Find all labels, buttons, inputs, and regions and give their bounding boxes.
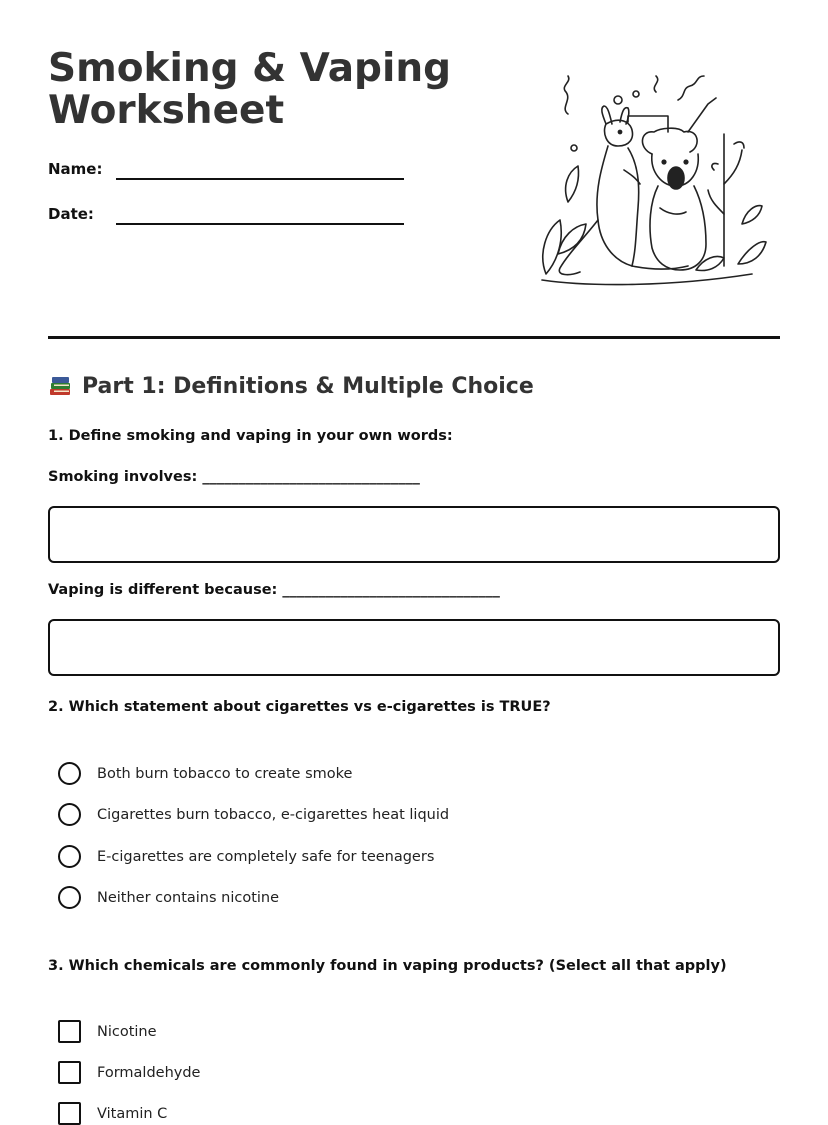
- question-2-prompt: 2. Which statement about cigarettes vs e-cigarettes is TRUE?: [48, 699, 551, 715]
- q3-option-1[interactable]: [58, 1020, 157, 1043]
- date-field[interactable]: [48, 205, 116, 223]
- books-icon: [48, 375, 74, 399]
- date-label: Date:: [48, 205, 94, 223]
- radio-button[interactable]: [58, 762, 81, 785]
- question-1-prompt: 1. Define smoking and vaping in your own words:: [48, 428, 453, 444]
- smoking-answer-box[interactable]: [48, 506, 780, 563]
- q3-option-label: Formaldehyde: [97, 1064, 201, 1081]
- checkbox[interactable]: [58, 1020, 81, 1043]
- radio-button[interactable]: [58, 803, 81, 826]
- q3-option-3[interactable]: [58, 1102, 167, 1125]
- question-3-prompt: 3. Which chemicals are commonly found in vaping products? (Select all that apply): [48, 958, 727, 974]
- q2-option-1[interactable]: [58, 762, 352, 785]
- title-line-2: Worksheet: [48, 88, 285, 133]
- q2-option-2[interactable]: [58, 803, 449, 826]
- vaping-answer-box[interactable]: [48, 619, 780, 676]
- smoking-definition-label: Smoking involves: ______________________________: [48, 469, 420, 485]
- q2-option-3[interactable]: [58, 845, 434, 868]
- part-1-heading: [48, 374, 534, 399]
- q3-option-label: Nicotine: [97, 1023, 157, 1040]
- q2-option-4[interactable]: [58, 886, 279, 909]
- checkbox[interactable]: [58, 1061, 81, 1084]
- kangaroo-koala-smoke-illustration: [528, 74, 768, 294]
- q3-option-2[interactable]: [58, 1061, 200, 1084]
- q2-option-label: Neither contains nicotine: [97, 889, 280, 906]
- part-1-title: Part 1: Definitions & Multiple Choice: [82, 374, 534, 399]
- title-line-1: Smoking & Vaping: [48, 46, 452, 91]
- q3-option-label: Vitamin C: [97, 1105, 168, 1122]
- worksheet-title: [48, 48, 468, 132]
- name-line[interactable]: [116, 178, 404, 180]
- radio-button[interactable]: [58, 886, 81, 909]
- q2-option-label: Both burn tobacco to create smoke: [97, 765, 353, 782]
- date-line[interactable]: [116, 223, 404, 225]
- q2-option-label: E-cigarettes are completely safe for teenagers: [97, 848, 435, 865]
- q2-option-label: Cigarettes burn tobacco, e-cigarettes heat liquid: [97, 806, 450, 823]
- vaping-definition-label: Vaping is different because: ______________________________: [48, 582, 500, 598]
- checkbox[interactable]: [58, 1102, 81, 1125]
- section-divider: [48, 336, 780, 339]
- name-field[interactable]: [48, 160, 116, 178]
- radio-button[interactable]: [58, 845, 81, 868]
- name-label: Name:: [48, 160, 103, 178]
